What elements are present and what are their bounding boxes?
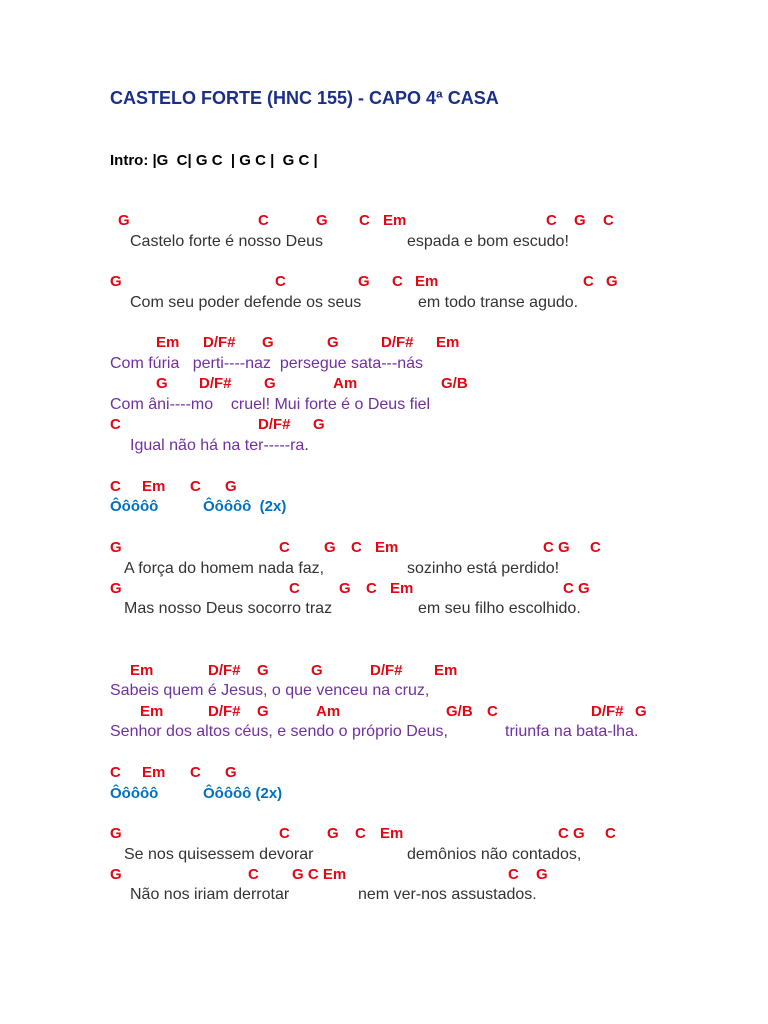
- chord: Am: [316, 703, 341, 720]
- chord: D/F#: [199, 375, 232, 392]
- chord: Em: [434, 662, 458, 679]
- chord: C: [355, 825, 366, 842]
- chord: G: [327, 825, 339, 842]
- lyric: triunfa na bata-lha.: [505, 723, 639, 740]
- chord: C: [546, 212, 557, 229]
- lyric: Sabeis quem é Jesus, o que venceu na cruz,: [110, 682, 430, 699]
- chord: C: [351, 539, 362, 556]
- chord: D/F#: [370, 662, 403, 679]
- lyric: Mas nosso Deus socorro traz: [124, 600, 333, 617]
- chord: C: [190, 478, 201, 495]
- lyric-text: Igual não há na ter-----ra: [130, 437, 305, 454]
- lyric: A força do homem nada faz,: [124, 560, 325, 577]
- chord: Em: [142, 764, 166, 781]
- lyric: [130, 436, 309, 456]
- chord: G: [536, 866, 548, 883]
- chord: G: [110, 866, 122, 883]
- chord: G: [257, 703, 269, 720]
- chord: C: [289, 580, 300, 597]
- chord: C: [258, 212, 269, 229]
- chord: G: [324, 539, 336, 556]
- lyric: Castelo forte é nosso Deus: [130, 233, 323, 250]
- chord: C G: [563, 580, 590, 597]
- chord: G: [225, 478, 237, 495]
- chord: G: [339, 580, 351, 597]
- chord: G: [358, 273, 370, 290]
- chord: C: [279, 539, 290, 556]
- chord: C G: [543, 539, 570, 556]
- chord: C: [248, 866, 259, 883]
- chord: Em: [383, 212, 407, 229]
- chord: Em: [130, 662, 154, 679]
- chord: G: [262, 334, 274, 351]
- chord: G C Em: [292, 866, 347, 883]
- chord: G: [225, 764, 237, 781]
- chord: C: [583, 273, 594, 290]
- chord: C G: [558, 825, 585, 842]
- lyric: Senhor dos altos céus, e sendo o próprio Deus,: [110, 723, 448, 740]
- chord: Em: [380, 825, 404, 842]
- chord: G: [635, 703, 647, 720]
- chord: G: [110, 273, 122, 290]
- chord: Em: [436, 334, 460, 351]
- chorus-text: Ôôôôô (2x): [203, 498, 287, 515]
- chord: G: [110, 825, 122, 842]
- chord: G/B: [441, 375, 468, 392]
- chord: D/F#: [208, 662, 241, 679]
- chord: C: [110, 416, 121, 433]
- chord: C: [392, 273, 403, 290]
- chord: Em: [142, 478, 166, 495]
- chorus-text: Ôôôôô (2x): [203, 785, 283, 802]
- chord: C: [359, 212, 370, 229]
- chord: D/F#: [258, 416, 291, 433]
- chord: C: [366, 580, 377, 597]
- chord: G: [574, 212, 586, 229]
- chord: G: [313, 416, 325, 433]
- lyric: em seu filho escolhido.: [418, 600, 581, 617]
- chord: C: [508, 866, 519, 883]
- chord: G: [606, 273, 618, 290]
- lyric: sozinho está perdido!: [407, 560, 560, 577]
- lyric-period: .: [304, 437, 309, 454]
- chord: C: [110, 478, 121, 495]
- chord: C: [487, 703, 498, 720]
- chord: G: [311, 662, 323, 679]
- chord: G: [327, 334, 339, 351]
- chord: C: [279, 825, 290, 842]
- lyric: Se nos quisessem devorar: [124, 846, 314, 863]
- chord: Em: [156, 334, 180, 351]
- chord: D/F#: [381, 334, 414, 351]
- lyric: Com seu poder defende os seus: [130, 294, 362, 311]
- chord: C: [605, 825, 616, 842]
- chord: D/F#: [591, 703, 624, 720]
- chord: C: [590, 539, 601, 556]
- chord: G: [316, 212, 328, 229]
- lyric: Com fúria perti----naz persegue sata---nás: [110, 355, 423, 372]
- lyric: em todo transe agudo.: [418, 294, 579, 311]
- chord: G/B: [446, 703, 473, 720]
- chord: D/F#: [208, 703, 241, 720]
- intro-line: Intro: |G C| G C | G C | G C |: [110, 152, 318, 169]
- chord: G: [264, 375, 276, 392]
- chord: G: [110, 580, 122, 597]
- chord: C: [190, 764, 201, 781]
- lyric: nem ver-nos assustados.: [358, 886, 537, 903]
- lyric: demônios não contados,: [407, 846, 582, 863]
- chord: Em: [390, 580, 414, 597]
- chord: Em: [140, 703, 164, 720]
- chord: C: [275, 273, 286, 290]
- chord: G: [257, 662, 269, 679]
- chord: Em: [375, 539, 399, 556]
- lyric: espada e bom escudo!: [407, 233, 569, 250]
- lyric: Não nos iriam derrotar: [130, 886, 290, 903]
- chord: D/F#: [203, 334, 236, 351]
- chord: G: [110, 539, 122, 556]
- chorus-text: Ôôôôô: [110, 498, 159, 515]
- chord: C: [603, 212, 614, 229]
- chord: Am: [333, 375, 358, 392]
- chorus-text: Ôôôôô: [110, 785, 159, 802]
- lyric: Com âni----mo cruel! Mui forte é o Deus fiel: [110, 396, 431, 413]
- chord: G: [118, 212, 130, 229]
- chord: C: [110, 764, 121, 781]
- chord: Em: [415, 273, 439, 290]
- chord: G: [156, 375, 168, 392]
- song-title: CASTELO FORTE (HNC 155) - CAPO 4ª CASA: [110, 88, 499, 108]
